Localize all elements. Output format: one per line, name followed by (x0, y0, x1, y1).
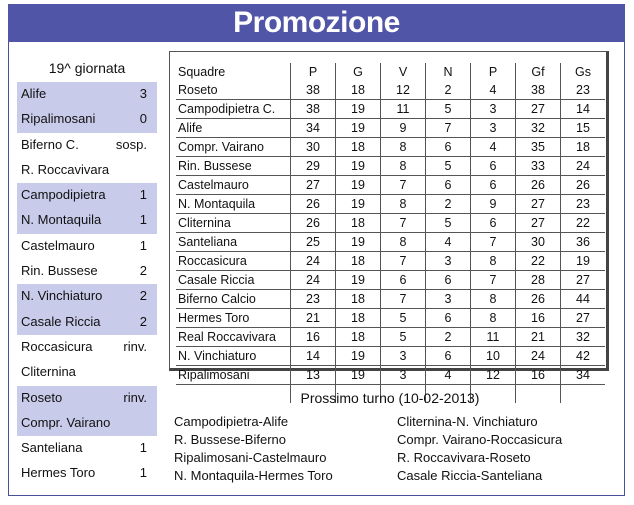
result-score: 1 (139, 465, 147, 481)
standings-cell: 19 (336, 100, 381, 119)
result-row (17, 335, 157, 360)
standings-cell: 23 (291, 290, 336, 309)
standings-cell: 7 (381, 252, 426, 271)
standings-cell: 27 (576, 272, 590, 287)
result-score: 1 (139, 440, 147, 456)
standings-cell: 18 (336, 214, 381, 233)
result-team: Ripalimosani (21, 111, 96, 127)
result-row (17, 234, 157, 259)
standings-cell: 19 (336, 176, 381, 195)
standings-cell: 16 (291, 328, 336, 347)
standings-cell: 2 (426, 195, 471, 214)
result-team: Roseto (21, 389, 63, 405)
standings-cell: 32 (516, 119, 561, 138)
result-team: Roccasicura (21, 338, 93, 354)
standings-cell: 6 (426, 176, 471, 195)
result-row (17, 158, 157, 183)
standings-header-cell: Squadre (176, 63, 291, 81)
standings-cell: 19 (336, 233, 381, 252)
next-round-fixtures-right (397, 414, 612, 486)
standings-cell: 34 (291, 119, 336, 138)
standings-row (176, 157, 605, 176)
standings-cell: 24 (516, 347, 561, 366)
standings-team: Alife (176, 119, 291, 138)
standings-team: Ripalimosani (176, 366, 291, 385)
standings-cell: 14 (291, 347, 336, 366)
standings-cell: 18 (336, 309, 381, 328)
standings-cell: 28 (516, 271, 561, 290)
standings-cell: 3 (471, 119, 516, 138)
standings-row (176, 214, 605, 233)
standings-row (176, 119, 605, 138)
fixture: Ripalimosani-Castelmauro (174, 450, 327, 465)
standings-table (176, 63, 605, 403)
result-row (17, 208, 157, 233)
result-score: 2 (139, 263, 147, 279)
standings-cell: 8 (381, 157, 426, 176)
result-score: 3 (139, 86, 147, 101)
standings-cell: 7 (381, 290, 426, 309)
fixture: R. Roccavivara-Roseto (397, 450, 531, 465)
result-score: 2 (139, 288, 147, 304)
standings-cell: 27 (516, 195, 561, 214)
standings-cell: 4 (471, 138, 516, 157)
standings-cell: 19 (336, 347, 381, 366)
standings-cell: 23 (576, 82, 590, 97)
standings-cell: 6 (426, 138, 471, 157)
standings-cell: 19 (336, 119, 381, 138)
standings-cell: 3 (381, 366, 426, 385)
standings-cell: 6 (381, 271, 426, 290)
result-team: Biferno C. (21, 136, 79, 152)
standings-cell: 26 (516, 176, 561, 195)
standings-cell: 27 (516, 214, 561, 233)
standings-cell: 5 (426, 157, 471, 176)
result-row (17, 310, 157, 335)
standings-cell: 6 (426, 271, 471, 290)
standings-cell: 9 (381, 119, 426, 138)
round-title: 19^ giornata (48, 60, 126, 76)
standings-cell: 27 (576, 310, 590, 325)
next-round-title: Prossimo turno (10-02-2013) (300, 390, 480, 406)
result-row (17, 360, 157, 385)
standings-cell: 33 (516, 157, 561, 176)
standings-cell: 19 (336, 195, 381, 214)
standings-cell: 16 (516, 309, 561, 328)
standings-cell: 26 (291, 195, 336, 214)
standings-row (176, 195, 605, 214)
standings-cell: 7 (471, 271, 516, 290)
result-team: Campodipietra (21, 187, 106, 203)
standings-header-cell: N (426, 63, 471, 81)
result-score: 1 (139, 237, 147, 253)
standings-cell: 4 (471, 81, 516, 100)
result-score: rinv. (123, 389, 147, 405)
standings-cell: 5 (426, 214, 471, 233)
standings-cell: 19 (336, 366, 381, 385)
standings-cell: 6 (471, 157, 516, 176)
standings-header-cell: Gf (516, 63, 561, 81)
standings-cell: 38 (291, 81, 336, 100)
standings-row (176, 366, 605, 385)
standings-cell: 8 (381, 138, 426, 157)
standings-cell: 18 (576, 139, 590, 154)
result-team: Casale Riccia (21, 313, 101, 329)
result-row (17, 183, 157, 208)
fixture: Compr. Vairano-Roccasicura (397, 432, 563, 447)
fixture: R. Bussese-Biferno (174, 432, 286, 447)
standings-cell: 6 (426, 347, 471, 366)
standings-cell: 8 (471, 252, 516, 271)
standings-cell: 27 (291, 176, 336, 195)
standings-row (176, 233, 605, 252)
result-row (17, 107, 157, 132)
standings-row (176, 290, 605, 309)
standings-cell: 30 (291, 138, 336, 157)
standings-cell: 30 (516, 233, 561, 252)
standings-cell: 7 (426, 119, 471, 138)
standings-cell: 9 (471, 195, 516, 214)
standings-cell: 18 (336, 252, 381, 271)
standings-row (176, 271, 605, 290)
standings-cell: 34 (576, 367, 590, 382)
standings-cell: 24 (576, 158, 590, 173)
standings-cell: 21 (516, 328, 561, 347)
standings-row (176, 138, 605, 157)
fixture: N. Montaquila-Hermes Toro (174, 468, 333, 483)
fixture: Campodipietra-Alife (174, 414, 289, 429)
standings-cell: 3 (426, 290, 471, 309)
standings-header-cell: Gs (575, 64, 591, 79)
standings-team: Compr. Vairano (176, 138, 291, 157)
result-score: 1 (139, 187, 147, 203)
standings-cell: 15 (576, 120, 590, 135)
standings-cell: 5 (426, 100, 471, 119)
standings-cell: 14 (576, 101, 590, 116)
standings-panel (169, 51, 609, 382)
result-row (17, 284, 157, 309)
standings-row (176, 328, 605, 347)
next-round-fixtures-left (174, 414, 384, 486)
result-row (17, 133, 157, 158)
fixture: Cliternina-N. Vinchiaturo (397, 414, 538, 429)
result-team: Castelmauro (21, 237, 95, 253)
standings-row (176, 347, 605, 366)
result-team: Hermes Toro (21, 465, 96, 481)
standings-cell: 21 (291, 309, 336, 328)
results-list (17, 82, 157, 487)
standings-team: N. Vinchiaturo (176, 347, 291, 366)
standings-header-cell: P (471, 63, 516, 81)
standings-cell: 38 (291, 100, 336, 119)
title-banner (8, 4, 625, 42)
result-score: 1 (139, 212, 147, 228)
standings-team: Rin. Bussese (176, 157, 291, 176)
standings-team: Casale Riccia (176, 271, 291, 290)
standings-cell: 19 (336, 157, 381, 176)
standings-cell: 8 (381, 233, 426, 252)
standings-row (176, 81, 605, 100)
standings-cell: 3 (471, 100, 516, 119)
standings-cell: 18 (336, 138, 381, 157)
result-team: Cliternina (21, 364, 76, 380)
standings-cell: 2 (426, 81, 471, 100)
result-team: Santeliana (21, 440, 83, 456)
standings-cell: 13 (291, 366, 336, 385)
standings-cell: 11 (471, 328, 516, 347)
fixture: Casale Riccia-Santeliana (397, 468, 543, 483)
result-score: 0 (139, 111, 147, 127)
standings-row (176, 176, 605, 195)
standings-row (176, 309, 605, 328)
standings-team: Biferno Calcio (176, 290, 291, 309)
standings-cell: 23 (576, 196, 590, 211)
standings-row (176, 252, 605, 271)
result-score: sosp. (115, 136, 147, 152)
standings-team: Roseto (176, 81, 291, 100)
standings-cell: 8 (381, 195, 426, 214)
standings-cell: 7 (381, 176, 426, 195)
standings-cell: 27 (516, 100, 561, 119)
standings-cell: 3 (426, 252, 471, 271)
standings-cell: 10 (471, 347, 516, 366)
standings-cell: 44 (576, 291, 590, 306)
standings-header-row (176, 63, 605, 81)
standings-team: N. Montaquila (176, 195, 291, 214)
standings-cell: 19 (576, 253, 590, 268)
standings-cell: 6 (471, 176, 516, 195)
standings-cell: 6 (471, 214, 516, 233)
standings-team: Cliternina (176, 214, 291, 233)
standings-team: Castelmauro (176, 176, 291, 195)
standings-cell: 16 (516, 366, 561, 385)
standings-cell: 24 (291, 271, 336, 290)
standings-header-cell: V (381, 63, 426, 81)
standings-cell: 7 (471, 233, 516, 252)
standings-team: Campodipietra C. (176, 100, 291, 119)
result-team: Compr. Vairano (21, 414, 111, 430)
standings-cell: 19 (336, 271, 381, 290)
standings-cell: 36 (576, 234, 590, 249)
standings-cell: 26 (516, 290, 561, 309)
standings-cell: 3 (381, 347, 426, 366)
standings-cell: 22 (516, 252, 561, 271)
result-team: Rin. Bussese (21, 263, 98, 279)
result-row (17, 461, 157, 486)
standings-cell: 25 (291, 233, 336, 252)
standings-cell: 29 (291, 157, 336, 176)
standings-cell: 5 (381, 309, 426, 328)
standings-cell: 12 (471, 366, 516, 385)
standings-cell: 6 (426, 309, 471, 328)
standings-cell: 18 (336, 290, 381, 309)
result-team: Alife (21, 86, 47, 101)
standings-row (176, 100, 605, 119)
standings-cell: 5 (381, 328, 426, 347)
result-score: rinv. (123, 338, 147, 354)
standings-cell: 38 (516, 81, 561, 100)
standings-cell: 18 (336, 81, 381, 100)
standings-cell: 12 (381, 81, 426, 100)
result-team: N. Montaquila (21, 212, 102, 228)
standings-cell: 42 (576, 348, 590, 363)
standings-team: Santeliana (176, 233, 291, 252)
standings-cell: 26 (576, 177, 590, 192)
standings-cell: 24 (291, 252, 336, 271)
page-title: Promozione (233, 6, 400, 39)
standings-cell: 2 (426, 328, 471, 347)
result-row (17, 436, 157, 461)
standings-cell: 7 (381, 214, 426, 233)
standings-team: Hermes Toro (176, 309, 291, 328)
standings-cell: 4 (426, 233, 471, 252)
standings-team: Real Roccavivara (176, 328, 291, 347)
standings-cell: 8 (471, 290, 516, 309)
standings-cell: 32 (576, 329, 590, 344)
standings-cell: 35 (516, 138, 561, 157)
standings-team: Roccasicura (176, 252, 291, 271)
result-row (17, 82, 157, 107)
standings-cell: 11 (381, 100, 426, 119)
standings-header-cell: P (291, 63, 336, 81)
standings-header-cell: G (336, 63, 381, 81)
result-team: N. Vinchiaturo (21, 288, 103, 304)
result-row (17, 386, 157, 411)
standings-cell: 18 (336, 328, 381, 347)
result-row (17, 411, 157, 436)
standings-cell: 22 (576, 215, 590, 230)
result-score: 2 (139, 313, 147, 329)
standings-cell: 8 (471, 309, 516, 328)
result-team: R. Roccavivara (21, 161, 110, 177)
standings-cell: 26 (291, 214, 336, 233)
result-row (17, 259, 157, 284)
standings-cell: 4 (426, 366, 471, 385)
